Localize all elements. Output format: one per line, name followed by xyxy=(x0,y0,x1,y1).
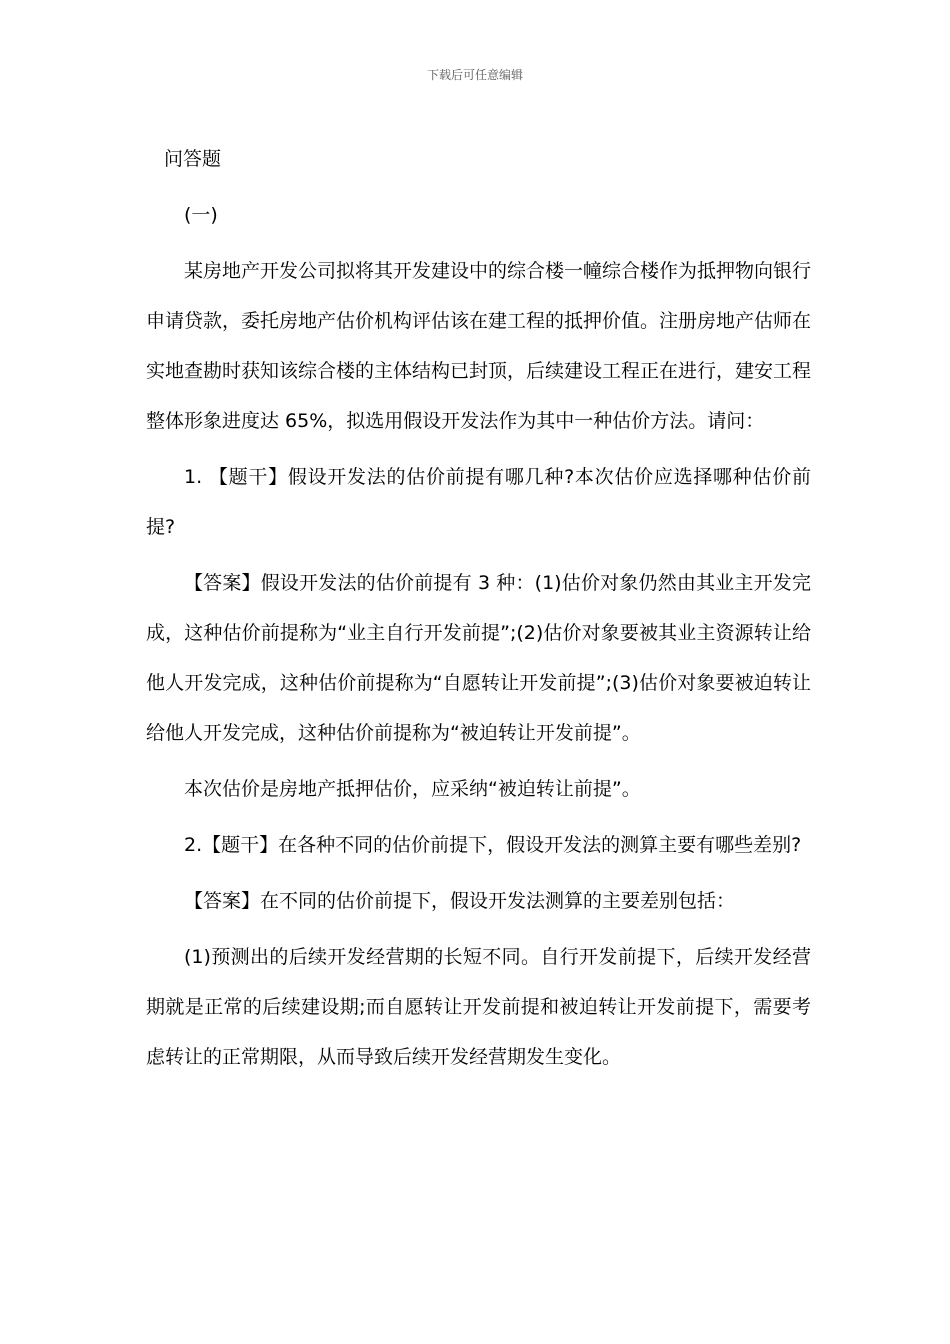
header-watermark: 下载后可任意编辑 xyxy=(426,68,523,82)
document-body xyxy=(146,134,811,1088)
document-title: 问答题 xyxy=(164,148,222,170)
answer-1: 【答案】假设开发法的估价前提有 3 种：(1)估价对象仍然由其业主开发完成，这种估价前提称为“业主自行开发前提”;(2)估价对象要被其业主资源转让给他人开发完成，这种估价前提称为“自愿转让开发前提”;(3)估价对象要被迫转让给他人开发完成，这种估价前提称为“被迫转让开发前提”。 xyxy=(146,572,811,744)
intro-paragraph: 某房地产开发公司拟将其开发建设中的综合楼一幢综合楼作为抵押物向银行申请贷款，委托房地产估价机构评估该在建工程的抵押价值。注册房地产估师在实地查勘时获知该综合楼的主体结构已封顶，后续建设工程正在进行，建安工程整体形象进度达 65%，拟选用假设开发法作为其中一种估价方法。请问： xyxy=(146,260,812,432)
answer-2-point-1: (1)预测出的后续开发经营期的长短不同。自行开发前提下，后续开发经营期就是正常的后续建设期;而自愿转让开发前提和被迫转让开发前提下，需要考虑转让的正常期限，从而导致后续开发经营期发生变化。 xyxy=(146,946,811,1068)
question-1: 1. 【题干】假设开发法的估价前提有哪几种?本次估价应选择哪种估价前提? xyxy=(146,466,811,538)
answer-2: 【答案】在不同的估价前提下，假设开发法测算的主要差别包括： xyxy=(184,890,736,912)
answer-1-conclusion: 本次估价是房地产抵押估价，应采纳“被迫转让前提”。 xyxy=(184,778,641,800)
section-number: (一) xyxy=(184,204,218,226)
question-2: 2.【题干】在各种不同的估价前提下，假设开发法的测算主要有哪些差别? xyxy=(184,834,802,856)
